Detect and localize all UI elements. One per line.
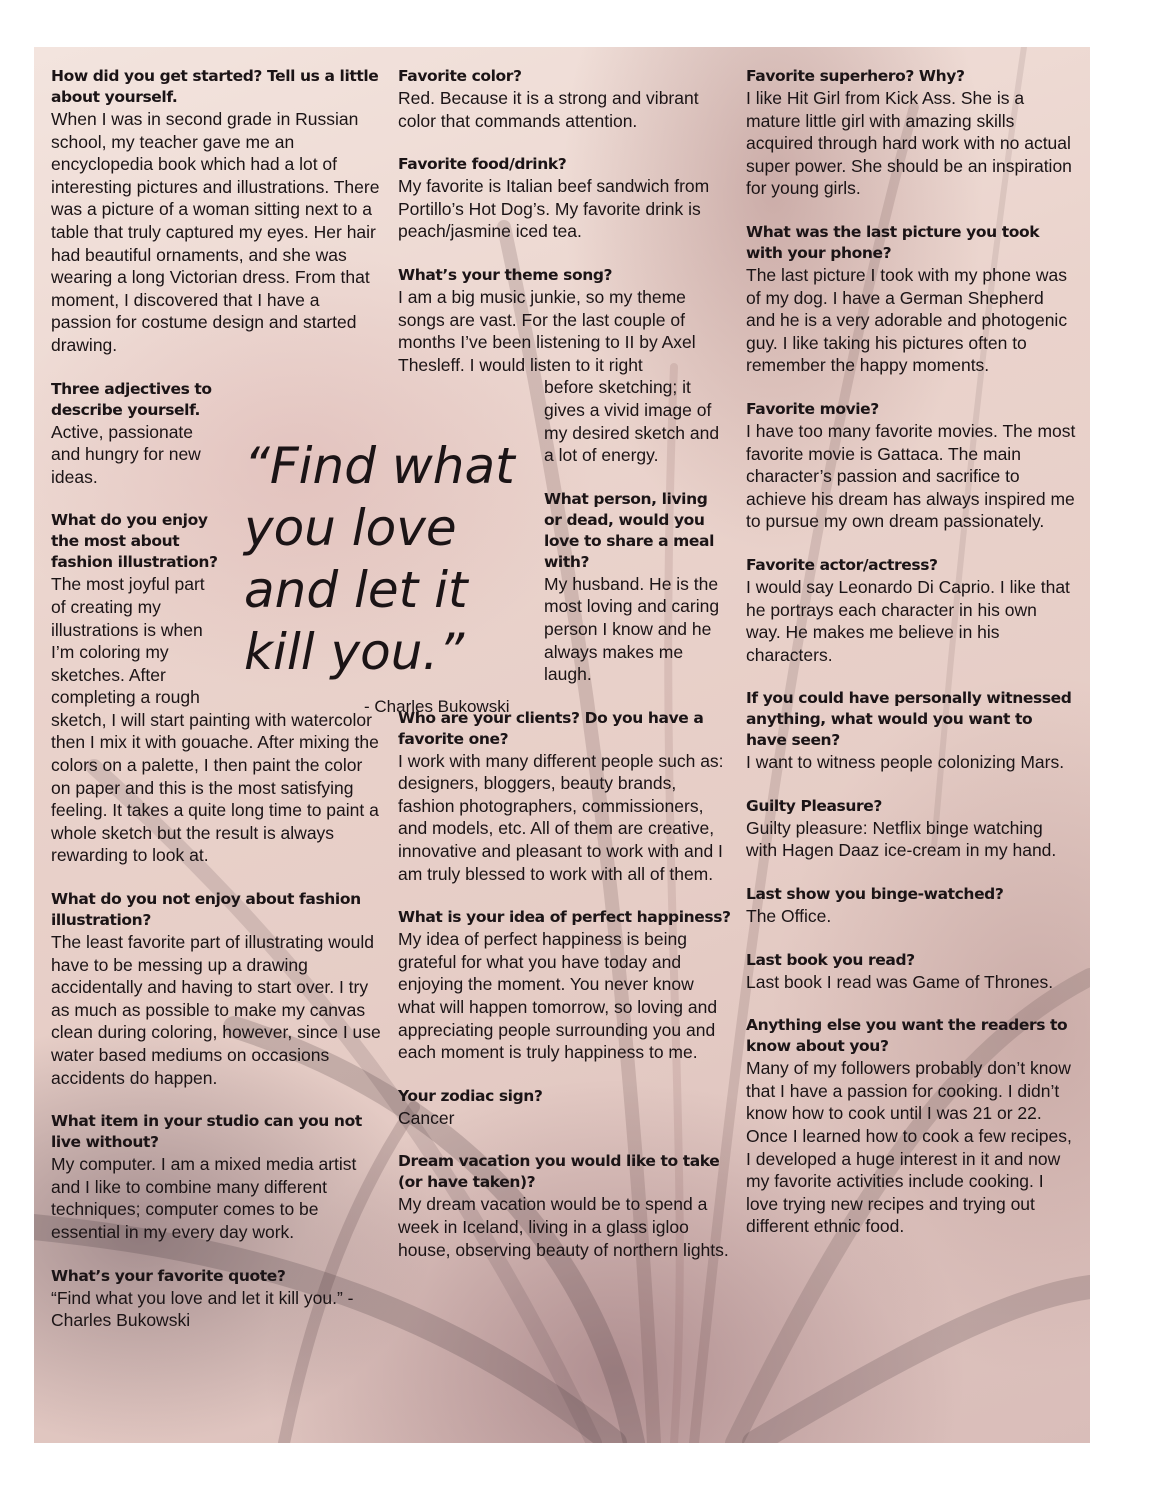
column-right	[746, 66, 1076, 1260]
qa-favorite-color	[398, 66, 733, 132]
question: What is your idea of perfect happiness?	[398, 908, 731, 927]
answer: My idea of perfect happiness is being grateful for what you have today and enjoying the moment. You never know what will happen tomorrow, so loving and appreciating people surrounding you and each moment is truly happiness to me.	[398, 929, 718, 1063]
qa-zodiac	[398, 1086, 733, 1130]
question: What item in your studio can you not live without?	[51, 1112, 362, 1152]
question: Who are your clients? Do you have a favorite one?	[398, 708, 704, 748]
qa-superhero	[746, 66, 1076, 200]
answer: I work with many different people such as: designers, bloggers, beauty brands, fashion photographers, commissioners, and models, etc. All of them are creative, innovative and pleasant to work with and I am truly blessed to work with all of them.	[398, 750, 724, 884]
question: Three adjectives to describe yourself.	[51, 379, 212, 419]
answer: Red. Because it is a strong and vibrant color that commands attention.	[398, 88, 699, 131]
qa-last-picture	[746, 222, 1076, 377]
answer: Cancer	[398, 1107, 455, 1128]
answer: “Find what you love and let it kill you.” - Charles Bukowski	[51, 1287, 354, 1331]
answer: I have too many favorite movies. The most favorite movie is Gattaca. The main character’s passion and sacrifice to achieve his dream has always inspired me to pursue my own dream passionately.	[746, 420, 1076, 532]
answer: I like Hit Girl from Kick Ass. She is a mature little girl with amazing skills acquired through hard work with no actual super power. She should be an inspiration for young girls.	[746, 88, 1072, 199]
qa-favorite-actor	[746, 555, 1076, 666]
qa-not-enjoy	[51, 889, 381, 1089]
answer: Many of my followers probably don’t know that I have a passion for cooking. I didn’t know how to cook until I was 21 or 22. Once I learned how to cook a few recipes, I developed a huge interest in it and now my favorite activities include cooking. I love trying new recipes and trying out different ethnic food.	[746, 1058, 1072, 1237]
answer: Active, passionate and hungry for new ideas.	[51, 421, 201, 487]
answer: I want to witness people colonizing Mars.	[746, 752, 1065, 773]
answer: My dream vacation would be to spend a week in Iceland, living in a glass igloo house, observing beauty of northern lights.	[398, 1194, 729, 1260]
answer: My husband. He is the most loving and caring person I know and he always makes me laugh.	[544, 573, 720, 685]
qa-studio-item	[51, 1111, 381, 1243]
answer: My computer. I am a mixed media artist and I like to combine many different techniques; computer comes to be essential in my every day work.	[51, 1154, 357, 1242]
qa-dream-vacation	[398, 1151, 733, 1261]
qa-clients	[398, 708, 733, 886]
question: What person, living or dead, would you love to share a meal with?	[544, 489, 714, 571]
magazine-page	[34, 47, 1090, 1443]
qa-favorite-quote	[51, 1266, 381, 1332]
question: Anything else you want the readers to know about you?	[746, 1016, 1068, 1056]
qa-three-adjectives	[51, 379, 223, 489]
qa-perfect-happiness	[398, 907, 733, 1064]
question: What do you enjoy the most about fashion illustration?	[51, 511, 218, 572]
answer: The last picture I took with my phone was of my dog. I have a German Shepherd and he is a very adorable and photogenic guy. I like taking his pictures often to remember the happy moments.	[746, 264, 1068, 376]
qa-witnessed	[746, 688, 1076, 774]
question: Your zodiac sign?	[398, 1086, 543, 1105]
answer: I am a big music junkie, so my theme songs are vast. For the last couple of months I’ve been listening to II by Axel Thesleff. I would listen to it right	[398, 286, 696, 375]
qa-last-book	[746, 950, 1076, 994]
pull-quote: “Find what you love and let it kill you.”	[244, 437, 515, 681]
qa-guilty-pleasure	[746, 796, 1076, 862]
answer-continued: sketch, I will start painting with watercolor then I mix it with gouache. After mixing the colors on a palette, I then paint the color on paper and this is the most satisfying feeling. It takes a quite long time to paint a whole sketch but the result is always rewarding to look at.	[51, 709, 379, 866]
question: What’s your favorite quote?	[51, 1266, 286, 1285]
question: Last show you binge-watched?	[746, 885, 1004, 904]
answer: The Office.	[746, 906, 832, 927]
qa-share-meal	[544, 489, 729, 686]
qa-favorite-food	[398, 154, 733, 243]
question: If you could have personally witnessed anything, what would you want to have seen?	[746, 689, 1072, 750]
qa-anything-else	[746, 1015, 1076, 1238]
qa-get-started	[51, 66, 381, 357]
answer: Last book I read was Game of Thrones.	[746, 971, 1054, 992]
answer: Guilty pleasure: Netflix binge watching with Hagen Daaz ice-cream in my hand.	[746, 817, 1057, 861]
question: What do you not enjoy about fashion illustration?	[51, 890, 361, 930]
qa-last-show	[746, 884, 1076, 928]
answer: I would say Leonardo Di Caprio. I like that he portrays each character in his own way. He makes me believe in his characters.	[746, 576, 1070, 665]
question: What’s your theme song?	[398, 265, 613, 284]
qa-favorite-movie	[746, 399, 1076, 533]
answer: The least favorite part of illustrating would have to be messing up a drawing accidentally and having to start over. I try as much as possible to make my canvas clean during coloring, however, since I use water based mediums on occasions accidents do happen.	[51, 932, 381, 1088]
pull-quote-attribution: - Charles Bukowski	[364, 697, 510, 716]
question: Favorite superhero? Why?	[746, 67, 965, 85]
answer: My favorite is Italian beef sandwich from Portillo’s Hot Dog’s. My favorite drink is peach/jasmine iced tea.	[398, 176, 710, 242]
question: Dream vacation you would like to take (or have taken)?	[398, 1152, 720, 1192]
question: Favorite color?	[398, 67, 522, 85]
question: Last book you read?	[746, 950, 915, 969]
question: Favorite food/drink?	[398, 155, 567, 174]
question: Favorite movie?	[746, 399, 879, 418]
question: How did you get started? Tell us a little about yourself.	[51, 67, 379, 106]
question: What was the last picture you took with your phone?	[746, 222, 1040, 262]
question: Favorite actor/actress?	[746, 555, 938, 574]
answer-continued: before sketching; it gives a vivid image of my desired sketch and a lot of energy.	[544, 377, 720, 466]
answer: When I was in second grade in Russian school, my teacher gave me an encyclopedia book which had a lot of interesting pictures and illustrations. There was a picture of a woman sitting next to a table that truly captured my eyes. Her hair had beautiful ornaments, and she was wearing a long Victorian dress. From that moment, I discovered that I have a passion for costume design and started drawing.	[51, 109, 380, 355]
question: Guilty Pleasure?	[746, 796, 882, 815]
answer: The most joyful part of creating my illustrations is when I’m coloring my sketches. After completing a rough	[51, 574, 205, 708]
column-left	[51, 66, 381, 1354]
